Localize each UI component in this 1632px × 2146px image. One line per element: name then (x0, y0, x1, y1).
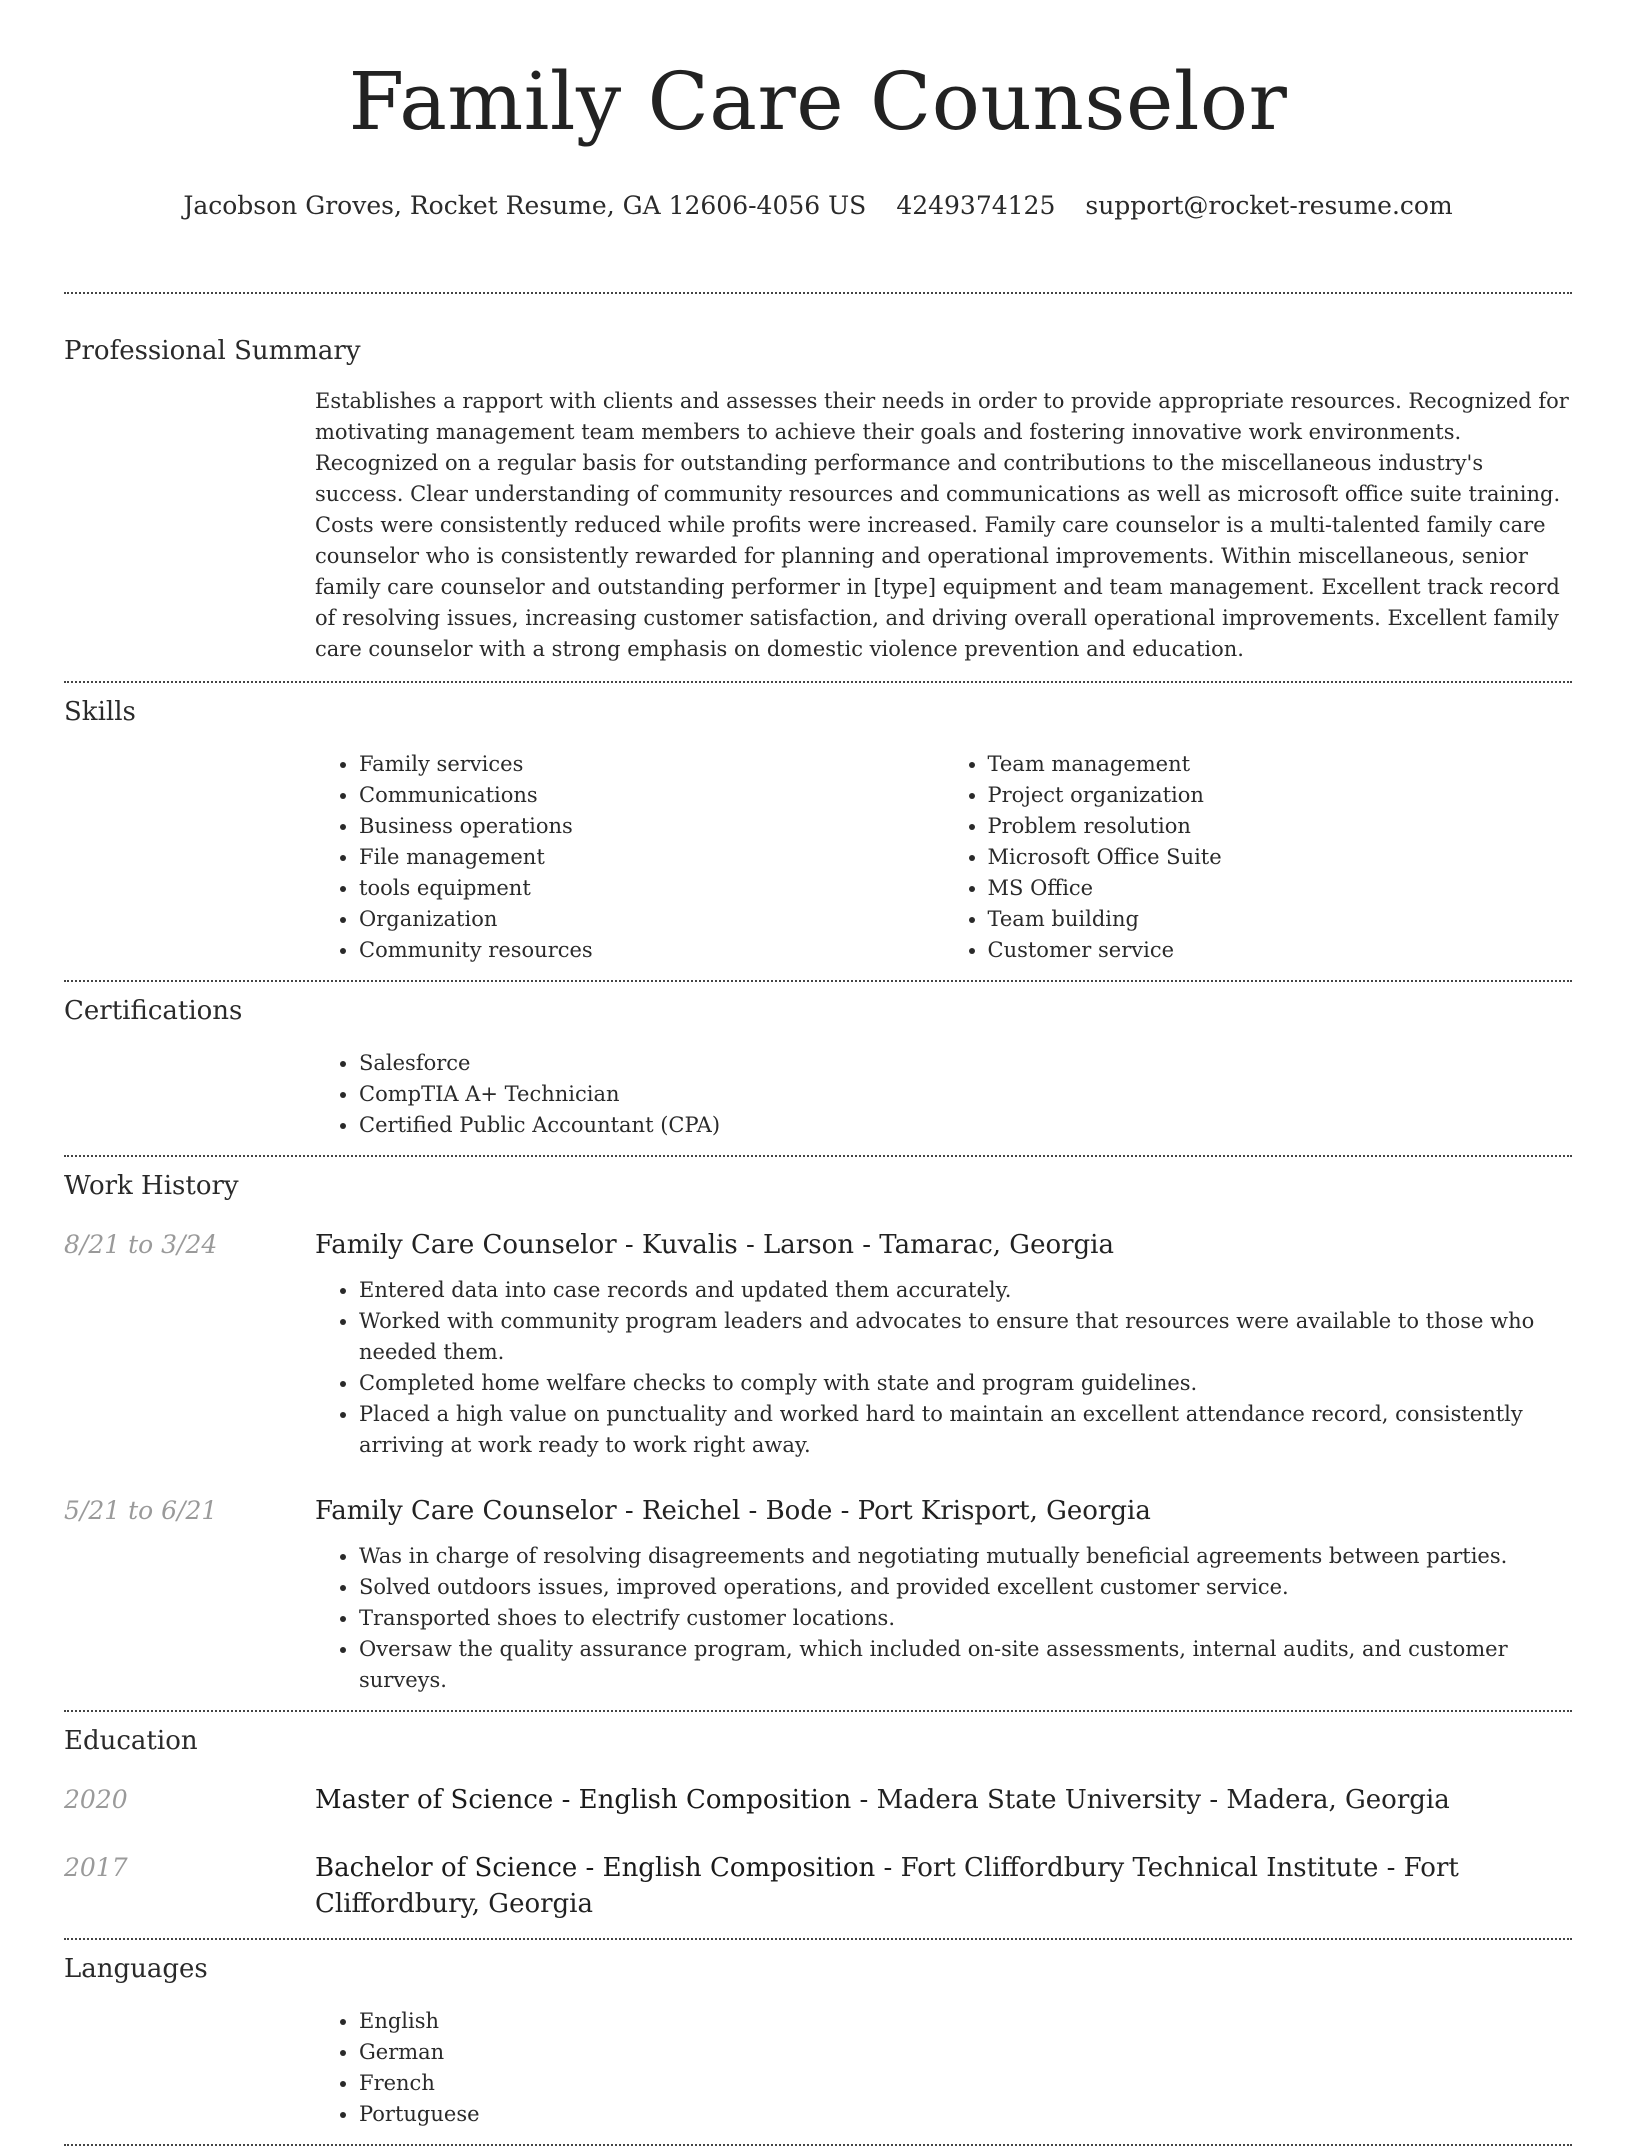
certifications-section (64, 982, 1572, 1155)
language-item: • English (359, 2006, 1572, 2037)
work-history-section (64, 1157, 1572, 1710)
summary-title: Professional Summary (64, 336, 361, 366)
language-item: • Portuguese (359, 2099, 1572, 2130)
skill-item: • Family services (359, 749, 944, 780)
contact-phone: 4249374125 (896, 191, 1056, 220)
language-item: • French (359, 2068, 1572, 2099)
languages-list (315, 2006, 1572, 2144)
skill-item: • Organization (359, 904, 944, 935)
work-history-title: Work History (64, 1171, 239, 1201)
education-school: - Fort Cliffordbury Technical Institute - Fort Cliffordbury, Georgia (315, 1853, 1459, 1919)
summary-section (64, 294, 1572, 681)
job-bullet: • Was in charge of resolving disagreements and negotiating mutually beneficial agreements between parties. (359, 1541, 1572, 1572)
education-degree: Master of Science - English Composition (315, 1785, 852, 1815)
skills-title: Skills (64, 697, 136, 727)
summary-text: Establishes a rapport with clients and assesses their needs in order to provide appropriate resources. Recognized for motivating management team members to achieve their goals and fostering innovative work environments. Recognized on a regular basis for outstanding performance and contributions to the miscellaneous industry's success. Clear understanding of community resources and communications as well as microsoft office suite training. Costs were consistently reduced while profits were increased. Family care counselor is a multi-talented family care counselor who is consistently rewarded for planning and operational improvements. Within miscellaneous, senior family care counselor and outstanding performer in [type] equipment and team management. Excellent track record of resolving issues, increasing customer satisfaction, and driving overall operational improvements. Excellent family care counselor with a strong emphasis on domestic violence prevention and education. (315, 389, 1569, 661)
job-title: Family Care Counselor - Reichel - Bode - Port Krisport, Georgia (315, 1496, 1151, 1526)
education-title: Education (64, 1726, 198, 1756)
certification-item: • Salesforce (359, 1048, 1572, 1079)
education-section (64, 1712, 1572, 1938)
education-year: 2020 (64, 1785, 128, 1814)
skill-item: • Team management (988, 749, 1573, 780)
education-school: - Madera State University - Madera, Georgia (851, 1785, 1450, 1815)
contact-address: Jacobson Groves, Rocket Resume, GA 12606-4056 US (183, 191, 867, 220)
candidate-name: Family Care Counselor (348, 55, 1288, 148)
certifications-title: Certifications (64, 996, 243, 1026)
skills-column-left (315, 749, 944, 966)
education-details (315, 1782, 1572, 1818)
contact-line (64, 190, 1572, 222)
skill-item: • tools equipment (359, 873, 944, 904)
job-entry (64, 1493, 1572, 1710)
skill-item: • MS Office (988, 873, 1573, 904)
education-entry (64, 1782, 1572, 1818)
skill-item: • Business operations (359, 811, 944, 842)
skills-column-right (944, 749, 1573, 966)
education-details (315, 1850, 1572, 1922)
skills-list (315, 749, 1572, 980)
education-year: 2017 (64, 1853, 128, 1882)
certification-item: • Certified Public Accountant (CPA) (359, 1110, 1572, 1141)
job-bullets (315, 1541, 1572, 1710)
skill-item: • Team building (988, 904, 1573, 935)
resume-page (64, 0, 1572, 2146)
job-dates: 5/21 to 6/21 (64, 1496, 218, 1525)
job-bullet: • Placed a high value on punctuality and worked hard to maintain an excellent attendance record, consistently arriving at work ready to work right away. (359, 1399, 1572, 1461)
language-item: • German (359, 2037, 1572, 2068)
skill-item: • File management (359, 842, 944, 873)
skill-item: • Community resources (359, 935, 944, 966)
education-degree: Bachelor of Science - English Composition (315, 1853, 876, 1883)
education-entry (64, 1850, 1572, 1938)
job-bullet: • Worked with community program leaders and advocates to ensure that resources were available to those who needed them. (359, 1306, 1572, 1368)
job-bullet: • Entered data into case records and updated them accurately. (359, 1275, 1572, 1306)
job-bullet: • Oversaw the quality assurance program, which included on-site assessments, internal audits, and customer surveys. (359, 1634, 1572, 1696)
job-entry (64, 1227, 1572, 1461)
job-bullet: • Solved outdoors issues, improved operations, and provided excellent customer service. (359, 1572, 1572, 1603)
job-dates: 8/21 to 3/24 (64, 1230, 218, 1259)
certifications-list (315, 1048, 1572, 1155)
skill-item: • Microsoft Office Suite (988, 842, 1573, 873)
skills-section (64, 683, 1572, 980)
job-title: Family Care Counselor - Kuvalis - Larson - Tamarac, Georgia (315, 1230, 1114, 1260)
job-bullet: • Transported shoes to electrify customer locations. (359, 1603, 1572, 1634)
contact-email: support@rocket-resume.com (1085, 191, 1453, 220)
skill-item: • Communications (359, 780, 944, 811)
languages-title: Languages (64, 1954, 208, 1984)
skill-item: • Problem resolution (988, 811, 1573, 842)
certification-item: • CompTIA A+ Technician (359, 1079, 1572, 1110)
languages-section (64, 1940, 1572, 2144)
skill-item: • Customer service (988, 935, 1573, 966)
job-bullets (315, 1275, 1572, 1461)
job-bullet: • Completed home welfare checks to comply with state and program guidelines. (359, 1368, 1572, 1399)
resume-header (64, 0, 1572, 240)
skill-item: • Project organization (988, 780, 1573, 811)
